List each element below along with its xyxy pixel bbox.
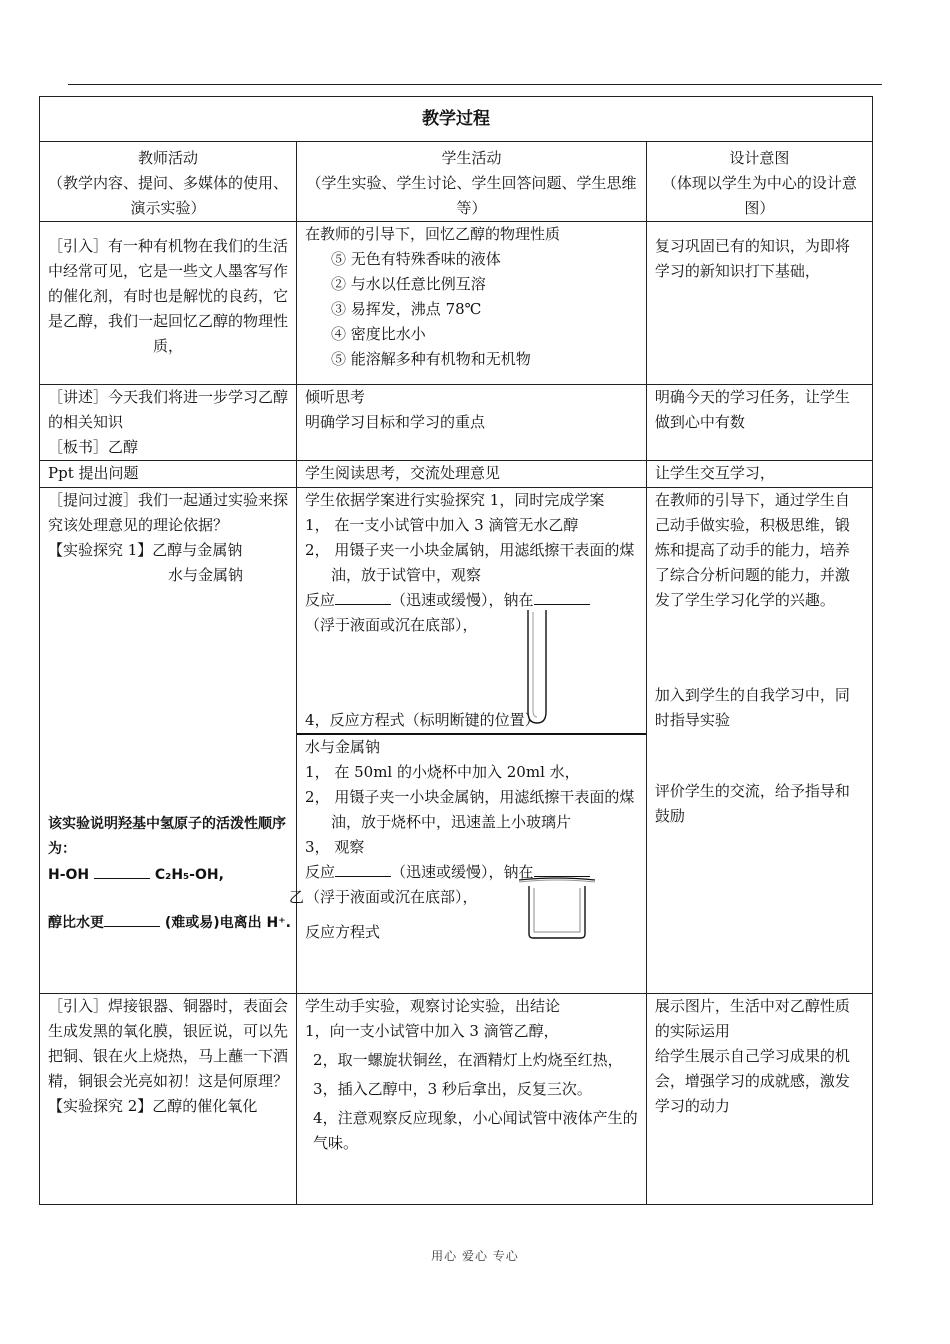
- table-row: [40, 994, 873, 1205]
- teaching-process-table: [39, 96, 873, 1205]
- conclusion-text: 该实验说明羟基中氢原子的活泼性顺序为：: [48, 816, 286, 857]
- property-item: ⑤ 能溶解多种有机物和无机物: [331, 350, 531, 368]
- table-row: [40, 222, 873, 385]
- step-item: 4，注意观察反应现象，小心闻试管中液体产生的气味。: [313, 1109, 638, 1152]
- design-text: 给学生展示自己学习成果的机会，增强学习的成就感，激发学习的动力: [654, 1047, 850, 1115]
- water-title: 水与金属钠: [305, 738, 381, 756]
- answer-blank: [534, 588, 590, 605]
- teacher-cell: [40, 385, 297, 461]
- design-text: 明确今天的学习任务，让学生做到心中有数: [654, 388, 850, 431]
- experiment-title: 【实验探究 1】乙醇与金属钠: [48, 541, 243, 559]
- design-cell: 让学生交互学习，: [646, 461, 872, 488]
- h2o-formula: H-OH: [48, 867, 90, 883]
- experiment-subtitle: 水与金属钠: [168, 566, 244, 584]
- step-item: 1，向一支小试管中加入 3 滴管乙醇，: [305, 1022, 559, 1040]
- table-title: 教学过程: [40, 97, 873, 142]
- student-intro: 学生动手实验，观察讨论实验，出结论: [305, 997, 561, 1015]
- student-text: 明确学习目标和学习的重点: [305, 413, 486, 431]
- step-item: 3，插入乙醇中，3 秒后拿出，反复三次。: [313, 1080, 592, 1098]
- teacher-text: ［引入］焊接银器、铜器时，表面会生成发黑的氧化膜，银匠说，可以先把铜、银在火上烧热，马上蘸一下酒精，铜银会光亮如初！这是何原理？: [48, 997, 289, 1090]
- test-tube-icon: [525, 608, 549, 726]
- stray-character: 乙: [289, 888, 305, 906]
- answer-blank: [335, 588, 391, 605]
- column-title: 教师活动: [138, 149, 199, 167]
- teacher-cell: [40, 488, 305, 994]
- conclusion-order: [48, 862, 293, 888]
- design-cell: [646, 385, 872, 461]
- property-item: ③ 易挥发，沸点 78℃: [331, 300, 482, 318]
- property-item: ⑤ 无色有特殊香味的液体: [331, 250, 501, 268]
- table-row: [40, 488, 873, 994]
- design-cell: [646, 488, 872, 994]
- ethanol-formula: C₂H₅-OH,: [154, 867, 224, 883]
- column-header-teacher: [40, 142, 297, 222]
- student-text: 倾听思考: [305, 388, 366, 406]
- design-cell: [646, 994, 872, 1205]
- page-footer: 用心 爱心 专心: [431, 1249, 519, 1263]
- header-rule: [68, 84, 882, 85]
- property-item: ④ 密度比水小: [331, 325, 426, 343]
- student-cell: [297, 385, 647, 461]
- column-header-student: [297, 142, 647, 222]
- answer-blank: [534, 860, 590, 877]
- answer-blank: [94, 862, 150, 879]
- step-item: 1， 在一支小试管中加入 3 滴管无水乙醇: [305, 516, 579, 534]
- teacher-cell: [40, 222, 297, 385]
- design-text: 在教师的引导下，通过学生自己动手做实验，积极思维，锻炼和提高了动手的能力，培养了综合分析问题的能力，并激发了学生学习化学的兴趣。: [654, 491, 850, 609]
- design-text: 评价学生的交流，给予指导和鼓励: [654, 782, 850, 825]
- student-intro: 学生依据学案进行实验探究 1，同时完成学案: [305, 491, 605, 509]
- step-item: 3， 观察: [305, 838, 365, 856]
- equation-label: 反应方程式: [305, 923, 381, 941]
- column-header-design: [646, 142, 872, 222]
- table-row: [40, 385, 873, 461]
- column-subtitle: （体现以学生为中心的设计意图）: [661, 174, 857, 217]
- conclusion-text-2: 醇比水更 (难或易)电离出 H⁺.: [48, 910, 293, 936]
- reaction-hint: （浮于液面或沉在底部），: [305, 616, 478, 634]
- column-subtitle: （学生实验、学生讨论、学生回答问题、学生思维等）: [306, 174, 637, 217]
- teacher-text: ［引入］有一种有机物在我们的生活中经常可见，它是一些文人墨客写作的催化剂，有时也是解忧的良药，它是乙醇，我们一起回忆乙醇的物理性质，: [48, 237, 289, 355]
- student-cell: [297, 222, 647, 385]
- design-text: 加入到学生的自我学习中，同时指导实验: [654, 686, 850, 729]
- experiment-title: 【实验探究 2】乙醇的催化氧化: [48, 1097, 258, 1115]
- table-row: [40, 461, 873, 488]
- column-title: 设计意图: [729, 149, 790, 167]
- student-cell: [297, 488, 647, 994]
- student-intro: 在教师的引导下，回忆乙醇的物理性质: [305, 225, 561, 243]
- column-subtitle: （教学内容、提问、多媒体的使用、演示实验）: [48, 174, 289, 217]
- student-cell: [297, 994, 647, 1205]
- answer-blank: [104, 910, 160, 927]
- step-item: 2， 用镊子夹一小块金属钠，用滤纸擦干表面的煤油，放于试管中，观察: [305, 541, 635, 584]
- reaction-line: 反应 （迅速或缓慢），钠在: [305, 588, 638, 613]
- teacher-cell: [40, 994, 297, 1205]
- reaction-hint: （浮于液面或沉在底部），: [305, 888, 478, 906]
- step-item: 4，反应方程式（标明断键的位置）: [305, 711, 540, 729]
- design-text: 展示图片，生活中对乙醇性质的实际运用: [654, 997, 850, 1040]
- reaction-line: 反应 （迅速或缓慢），钠在: [305, 860, 638, 885]
- beaker-icon: [517, 876, 597, 942]
- step-item: 2，取一螺旋状铜丝，在酒精灯上灼烧至红热，: [313, 1051, 623, 1069]
- property-item: ② 与水以任意比例互溶: [331, 275, 486, 293]
- conclusion-block: [48, 812, 293, 936]
- design-cell: [646, 222, 872, 385]
- answer-blank: [335, 860, 391, 877]
- design-text: 复习巩固已有的知识，为即将学习的新知识打下基础，: [654, 237, 850, 280]
- step-item: 1， 在 50ml 的小烧杯中加入 20ml 水，: [305, 763, 580, 781]
- column-title: 学生活动: [441, 149, 502, 167]
- teacher-text: ［提问过渡］我们一起通过实验来探究该处理意见的理论依据？: [48, 491, 289, 534]
- column-header-row: [40, 142, 873, 222]
- teacher-cell: Ppt 提出问题: [40, 461, 297, 488]
- step-item: 2， 用镊子夹一小块金属钠，用滤纸擦干表面的煤油，放于烧杯中，迅速盖上小玻璃片: [305, 788, 635, 831]
- teacher-text: ［讲述］今天我们将进一步学习乙醇的相关知识: [48, 388, 289, 431]
- student-cell: 学生阅读思考，交流处理意见: [297, 461, 647, 488]
- teacher-text: ［板书］乙醇: [48, 438, 139, 456]
